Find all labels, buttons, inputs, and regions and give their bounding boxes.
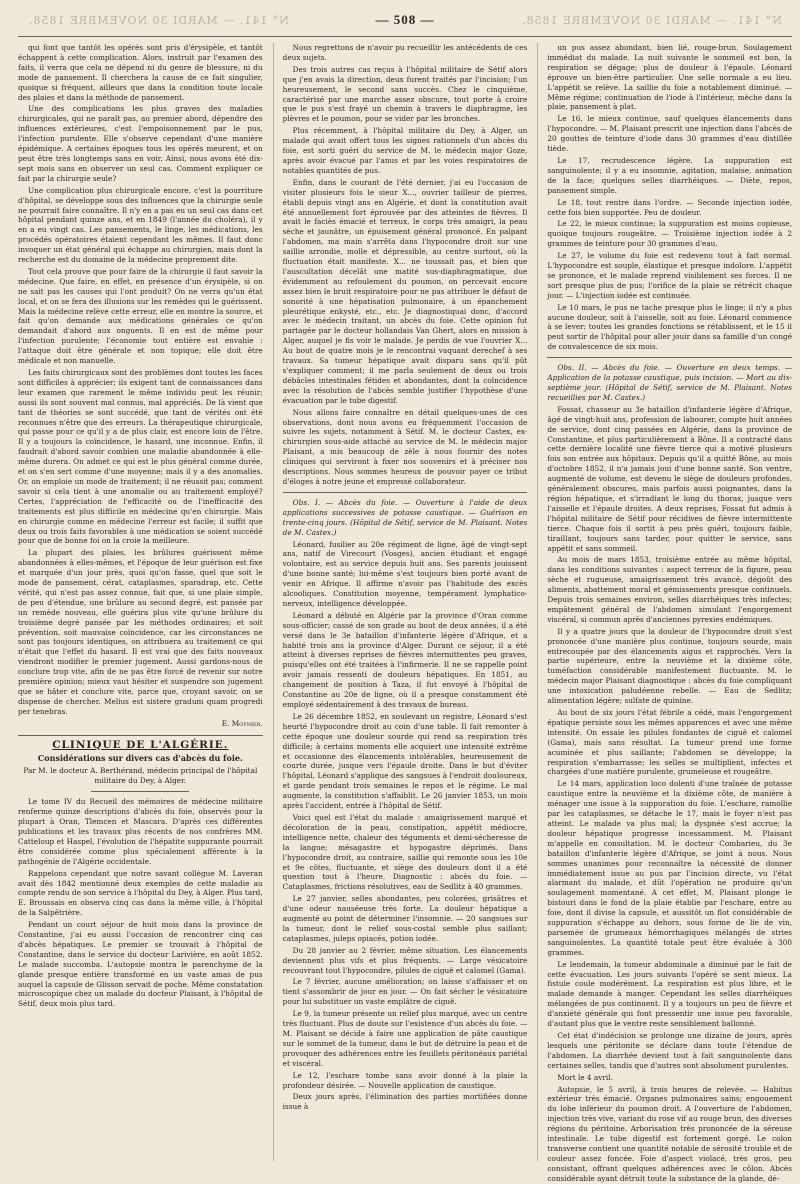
paragraph: Léonard, fusilier au 20e régiment de ligne, âgé de vingt-sept ans, natif de Virecourt (Vosges), ancien étudiant et engagé volontaire, est au service depuis huit ans. Ses parents jouissent d'une bonne santé; lui-même s'est toujours bien porté avant de venir en Afrique. Il affirme n'avoir pas l'habitude des excès alcooliques. Constitution moyenne, tempérament lymphatico-nerveux, intelligence développée. <box>282 539 528 608</box>
paragraph: Pendant un court séjour de huit mois dans la province de Constantine, j'ai eu aussi l'occasion de rencontrer cinq cas d'abcès hépatiques. Le premier se trouvait à l'hôpital de Constantine, dans le service du docteur Larivière, en août 1852. Le malade succomba. L'autopsie montra le parenchyme de la glande presque entière transformé en un vaste amas de pus auquel la capsule de Glisson servait de poche. Même constatation microscopique chez un malade du docteur Plaisant, à l'hôpital de Sétif, deux mois plus tard. <box>18 920 263 1009</box>
section-title: CLINIQUE DE L'ALGÉRIE. <box>52 738 229 751</box>
paragraph: Des trois autres cas reçus à l'hôpital militaire de Sétif alors que j'en avais la direction, deux furent traités par l'incision; l'un heureusement, le second sans succès. Chez le cinquième, caractérisé par une marche assez obscure, tout porte à croire que le pus s'est frayé un chemin à travers le diaphragme, les plèvres et le poumon, pour se vider par les bronches. <box>282 64 528 124</box>
paragraph: Au bout de six jours l'état fébrile a cédé, mais l'engorgement épatique persiste sous les mêmes apparences et avec une même intensité. On essaie les pilules fondantes de ciguë et calomel (Gama), mais sans résultat. La tumeur prend une forme acuminée et plus saillante; l'abdomen se développe; la respiration s'embarrasse; les selles se multiplient, infectes et chargées d'une matière purulente, grumeleuse et rougeâtre. <box>547 708 793 777</box>
paragraph: Enfin, dans le courant de l'été dernier, j'ai eu l'occasion de visiter plusieurs fois le sieur X..., ouvrier tailleur de pierres, établi depuis vingt ans en Algérie, et dont la constitution avait été annuellement fort éprouvée par des atteintes de fièvres. Il avait le faciès émacié et terreux, le corps très amaigri, la peau sèche et jaunâtre, un épuisement général prononcé. En palpant l'abdomen, ma main s'arrêta dans l'hypocondre droit sur une saillie arrondie, molle et dépressible, au centre surtout, où la fluctuation était manifeste. X... ne toussait pas, et bien que l'auscultation décelât une matité sus-diaphragmatique, due évidemment au refoulement du poumon, on percevait encore assez bien le bruit respiratoire pour ne pas attribuer le défaut de sonorité à une hépatisation pulmonaire, à un épanchement pleurétique enkysté, etc., etc. Je diagnostiquai donc, d'accord avec le médecin traitant, un abcès du foie. Cette opinion fut partagée par le docteur hollandais Van Ghert, alors en mission à Alger, auquel je fis voir le malade. Je perdis de vue l'ouvrier X... Au bout de quatre mois je le rencontrai vaquant derechef à ses travaux. Sa tumeur hépatique avait disparu sans qu'il pût s'expliquer comment; il me parla seulement de deux ou trois débâcles intestinales fétides et abondantes, dont la coïncidence avec la résolution de l'abcès semble justifier l'hypothèse d'une évacuation par le tube digestif. <box>282 177 528 405</box>
paragraph: Une des complications les plus graves des maladies chirurgicales, qui ne paraît pas, au premier abord, dépendre des influences extérieures, c'est l'empoisonnement par le pus, l'infection purulente. Elle s'observe cependant d'une manière épidémique. A certaines époques tous les opérés meurent, et on peut être très longtemps sans en voir. Ainsi, nous avons été dix-sept mois sans en observer un seul cas. Comment expliquer ce fait par la chirurgie seule? <box>18 104 263 183</box>
paragraph: Voici quel est l'état du malade : amaigrissement marqué et décoloration de la peau, constipation, appétit médiocre, intelligence nette, chaleur des téguments et demi-sécheresse de la langue; mésagastre et hypogastre déprimés. Dans l'hypocondre droit, au contraire, saillie qui remonte sous les 10e et 9e côtes, fluctuante, et siège des douleurs dont il a été question tout à l'heure. Diagnostic : abcès du foie. — Cataplasmes, frictions résolutives, eau de Sedlitz à 40 grammes. <box>282 812 528 892</box>
paragraph: Les faits chirurgicaux sont des problèmes dont toutes les faces sont difficiles à apprécier; ils exigent tant de connaissances dans leur examen que rarement le même individu peut les réunir; aussi ils sont souvent mal connus, mal appréciés. De là vient que tant de théories se sont succédé, que tant de vérités ont été reconnues n'être que des erreurs. La thérapeutique chirurgicale, qui passe pour ce qu'il y a de plus clair, est encore loin de l'être. Il y a toujours la coïncidence, le hasard, une inconnue. Enfin, il faudrait d'abord savoir combien une maladie abandonnée à elle-même durera. On admet ce qui est le plus général comme durée, et on s'en sert comme d'une moyenne; mais il y a des anomalies. Or, on emploie un mode de traitement; il ne réussit pas; comment savoir si cela tient à une anomalie ou au traitement employé? Certes, l'appréciation de l'efficacité ou de l'inefficacité des traitements est plus difficile en médecine qu'en chirurgie. Mais en chirurgie comme en médecine l'erreur est facile; il suffit que deux ou trois faits favorables à une médication se soient succédé pour que de bonne foi on la croie la meilleure. <box>18 368 263 546</box>
short-divider <box>91 791 189 792</box>
paragraph: qui font que tantôt les opérés sont pris d'érysipèle, et tantôt échappent à cette complication. Alors, instruit par l'examen des faits, il verra que cela ne dépend ni du genre de blessure, ni du mode de pansement. Il cherchera la cause de ce fait singulier, quoique si fréquent, ailleurs que dans la condition toute locale des plaies et dans la méthode de pansement. <box>18 43 263 102</box>
paragraph: Plus récemment, à l'hôpital militaire du Dey, à Alger, un malade qui avait offert tous les signes rationnels d'un abcès du foie, est sorti guéri du service de M. le médecin major Goze, après avoir évacué par l'anus et par les voies respiratoires de notables quantités de pus. <box>282 126 528 175</box>
paragraph: Le 16, le mieux continue, sauf quelques élancements dans l'hypocondre. — M. Plaisant prescrit une injection dans l'abcès de 20 gouttes de teinture d'iode dans 30 grammes d'eau distillée tiède. <box>547 114 793 154</box>
paragraph: Du 28 janvier au 2 février, même situation. Les élancements deviennent plus vifs et plus fréquents. — Large vésicatoire recouvrant tout l'hypocondre, pilules de ciguë et calomel (Gama). <box>282 945 528 975</box>
observation-heading: Obs. II. — Abcès du foie. — Ouverture en deux temps. — Application de la potasse caustique, puis incision. — Mort au dix-septième jour. (Hôpital de Sétif, service de M. Plaisant. Notes recueillies par M. Castex.) <box>547 363 793 402</box>
paragraph: Le 10 mars, le pus ne tache presque plus le linge; il n'y a plus aucune douleur, soit à l'aisselle, soit au foie. Léonard commence à se lever; toutes les grandes fonctions se rétablissent, et le 15 il peut sortir de l'hôpital pour aller jouir dans sa famille d'un congé de convalescence de six mois. <box>547 302 793 352</box>
paragraph: Autopsie, le 5 avril, à trois heures de relevée. — Habitus extérieur très émacié. Organes pulmonaires sains; engouement du lobe inférieur du poumon droit. A l'ouverture de l'abdomen, injection très vive, variant du rose vif au rouge brun, des diverses régions du péritoine. Arborisation très prononcée de la séreuse intestinale. Le tube digestif est fortement gorgé. Le colon transverse contient une quantité notable de sérosité trouble et de couleur assez foncée. Foie d'aspect violacé, très gros, peu consistant, offrant quelques adhérences avec le côlon. Abcès considérable ayant détruit toute la substance de la glande, dé- <box>547 1084 793 1183</box>
paragraph: Deux jours après, l'élimination des parties mortifiées donne issue à <box>282 1092 528 1112</box>
paragraph: Il y a quatre jours que la douleur de l'hypocondre droit s'est prononcée d'une manière plus continue, toujours sourde, mais entrecoupée par des élancements aigus et rapprochés. Vers la partie supérieure, entre la neuvième et la dixième côte, tuméfaction considérable manifestement fluctuante. M. le médecin major Plaisant diagnostique : abcès du foie compliquant une intoxication paludéenne rebelle. — Eau de Sedlitz; alimentation légère; sulfate de quinine. <box>547 626 793 706</box>
paragraph: Le 27 janvier, selles abondantes, peu colorées, grisâtres et d'une odeur nauséeuse très forte. La douleur hépatique a augmenté au point de déterminer l'insomnie. — 20 sangsues sur la tumeur, dont le relief sous-costal semble plus saillant; cataplasmes, juleps opiacés, potion iodée. <box>282 894 528 943</box>
paragraph: Le 27, le volume du foie est redevenu tout à fait normal. L'hypocondre est souple, élastique et presque indolore. L'appétit se prononce, et le malade reprend visiblement ses forces. Il ne sort presque plus de pus; l'orifice de la plaie se rétrécit chaque jour. — L'injection iodée est continuée. <box>547 251 793 300</box>
paragraph: Léonard a débuté en Algérie par la province d'Oran comme sous-officier; cassé de son grade au bout de deux années, il a été versé dans le 3e bataillon d'infanterie légère d'Afrique, et a habité trois ans la province d'Alger. Durant ce séjour, il a été atteint à diverses reprises de fièvres intermittentes peu graves, puisqu'elles ont été traitées à l'infirmerie. Il ne se rappelle point avoir jamais ressenti de douleurs hépatiques. En 1851, au changement de position à Taza, il fut envoyé à l'hôpital de Constantine au 20e de ligne, où il a presque constamment été employé sédentairement à des travaux de bureau. <box>282 610 528 709</box>
paragraph: Le tome IV du Recueil des mémoires de médecine militaire renferme quinze descriptions d'abcès du foie, observés pour la plupart à Oran, Tlemcen et Mascara. D'après ces différentes publications et les travaux plus récents de nos confrères MM. Catteloup et Haspel, l'évolution de l'hépatite suppurante pourrait être considérée comme plus spécialement afférente à la pathogénie de l'Algérie occidentale. <box>18 797 263 866</box>
column-2 <box>273 43 528 1161</box>
paragraph: Nous regrettons de n'avoir pu recueillir les antécédents de ces deux sujets. <box>282 43 528 62</box>
observation-heading: Obs. I. — Abcès du foie. — Ouverture à l'aide de deux applications successives de potasse caustique. — Guérison en trente-cinq jours. (Hôpital de Sétif, service de M. Plaisant. Notes de M. Castex.) <box>282 497 528 537</box>
paragraph: Au mois de mars 1853, troisième entrée au même hôpital, dans les conditions suivantes : aspect terreux de la figure, peau sèche et rugueuse, amaigrissement très avancé, dégoût des aliments, abattement moral et gémissements presque continuels. Depuis trois semaines environ, selles diarrhéiques très infectes; empâtement général de l'abdomen simulant l'engorgement viscéral, si commun après d'anciennes pyrexies endémiques. <box>547 555 793 624</box>
paragraph: Rappelons cependant que notre savant collègue M. Laveran avait dès 1842 mentionné deux exemples de cette maladie au compte rendu de son service à l'hôpital du Dey, à Alger. Plus tard, E. Broussais en observa cinq cas dans la même ville, à l'hôpital de la Salpêtrière. <box>18 868 263 918</box>
paragraph: Le 26 décembre 1852, en soulevant un registre, Léonard s'est heurté l'hypocondre droit au coin d'une table. Il fait remonter à cette époque une douleur sourde qui rend sa respiration très difficile; à certains moments elle acquiert une intensité extrême et occasionne des élancements intolérables, heureusement de courte durée, jusque vers l'épaule droite. Dans le but d'éviter l'hôpital, Léonard s'applique des sangsues à l'endroit douloureux, et garde pendant trois semaines le repos et le régime. Le mal augmente, la constitution s'affaiblit. Le 26 janvier 1853, un mois après l'accident, entrée à l'hôpital de Sétif. <box>282 711 528 811</box>
paragraph: Le 12, l'eschare tombe sans avoir donné à la plaie la profondeur désirée. — Nouvelle application de caustique. <box>282 1070 528 1090</box>
byline: Par M. le docteur A. Berthérand, médecin principal de l'hôpital militaire du Dey, à Alger. <box>23 766 258 786</box>
paragraph: Une complication plus chirurgicale encore, c'est la pourriture d'hôpital, se développe sous des influences que la chirurgie seule ne pourrait faire connaître. Il n'y en a pas eu un seul cas dans cet hôpital pendant quinze ans, et en 1849 (l'année du choléra), il y en a eu vingt cas. Les pansements, le linge, les médications, les procédés opératoires étaient cependant les mêmes. Il faut donc invoquer un état général qui échappe au chirurgien, mais dont la recherche est du domaine de la médecine proprement dite. <box>18 185 263 265</box>
paragraph: Le 14 mars, application loco dolenti d'une traînée de potasse caustique entre la neuvième et la dixième côte, de manière à ménager une issue à la suppuration du foie. L'eschare, ramollie par les cataplasmes, se détache le 17, mais le foyer n'est pas atteint. Le malade va plus mal; la dyspnée s'est accrue; la douleur hépatique progresse incessamment. M. Plaisant m'appelle en consultation. M. le docteur Combarieu, du 3e bataillon d'infanterie légère d'Afrique, se joint à nous. Nous sommes unanimes pour reconnaître la nécessité de donner immédiatement issue au pus par l'incision directe, vu l'état alarmant du malade, et dût l'opération ne produire qu'un soulagement momentané. A cet effet, M. Plaisant plonge le bistouri dans le fond de la plaie établie par l'eschare, entre au foie, dont il divise la capsule, et aussitôt un flot considérable de suppuration s'échappe au dehors, sous forme de lie de vin, parsemée de grumeaux hémorrhagiques mélangés de stries sanguinolentes. La quantité totale peut être évaluée à 300 grammes. <box>547 779 793 957</box>
section-divider <box>547 357 792 358</box>
author-signature: E. Moynier. <box>221 718 263 728</box>
page-number: — 508 — <box>375 12 435 27</box>
paragraph: Tout cela prouve que pour faire de la chirurgie il faut savoir la médecine. Que faire, en effet, en présence d'un érysipèle, si on ne sait pas les causes qui l'ont produit? On ne verra qu'un état local, et on se fera des illusions sur les remèdes qui le guérissent. Mais la médecine relève cette erreur, elle en montre la source, et fait qu'on demande aux médications générales ce qu'on demandait d'abord aux onguents. Il en est de même pour l'infection purulente; l'économie tout entière est envahie : l'attaque doit être générale et non topique; elle doit être médicale et non manuelle. <box>18 266 263 366</box>
column-1 <box>18 43 263 1161</box>
section-divider <box>283 492 528 493</box>
bleed-through-text-left: N° 141. — MARDI 30 NOVEMBRE 1858. <box>28 14 289 27</box>
paragraph: Cet état d'indécision se prolonge une dizaine de jours, après lesquels une péritonite se déclare dans toute l'étendue de l'abdomen. La diarrhée devient tout à fait sanguinolente dans certaines selles, tandis que d'autres sont absolument purulentes. <box>547 1031 793 1070</box>
paragraph: Fossat, chasseur au 3e bataillon d'infanterie légère d'Afrique, âgé de vingt-huit ans, profession de labourer, compte huit années de service, dont cinq passées en Algérie, dans la province de Constantine, et plus particulièrement à Bône. Il a contracté dans cette dernière localité une fièvre tierce qui a motivé plusieurs fois son entrée aux hôpitaux. Depuis qu'il a quitté Bône, au mois d'octobre 1852, il n'a jamais joui d'une bonne santé. Son ventre, augmenté de volume, est devenu le siège de douleurs profondes, généralement obscures, mais parfois aussi poignantes, dans la région hépatique, et s'irradiant le long du thorax, jusque vers l'aisselle et l'épaule droites. A deux reprises, Fossat fut admis à l'hôpital militaire de Sétif pour récidives de fièvre intermittente tierce. Chaque fois il sortit à peu près guéri, toujours faible, tiraillant, toujours sans tarder, pour quitter le service, sans appétit et sans sommeil. <box>547 404 793 553</box>
paragraph: Le 9, la tumeur présente un relief plus marqué, avec un centre très fluctuant. Plus de doute sur l'existence d'un abcès du foie. — M. Plaisant se décide à faire une application de pâte caustique sur le sommet de la tumeur, dans le but de détruire la peau et de provoquer des adhérences entre les feuillets péritonéaux pariétal et viscéral. <box>282 1009 528 1068</box>
paragraph: Le 17, recrudescence légère. La suppuration est sanguinolente; il y a eu insomnie, agitation, malaise, animation de la face; quelques selles diarrhéiques. — Diète, repos, pansement simple. <box>547 155 793 195</box>
paragraph: un pus assez abondant, bien lié, rouge-brun. Soulagement immédiat du malade. La nuit suivante le sommeil est bon, la respiration se dégage; plus de douleur à l'épaule. Léonard éprouve un bien-être particulier. Une selle normale a eu lieu. L'appétit se relève. La saillie du foie a notablement diminué. — Même régime; continuation de l'iode à l'intérieur, mèche dans la plaie, pansement à plat. <box>547 43 793 112</box>
text-columns <box>18 43 793 1183</box>
paragraph: La plupart des plaies, les brûlures guérissent même abandonnées à elles-mêmes, et l'époque de leur guérison est fixe et marquée d'un jour près, quoi qu'on fasse, quel que soit le mode de pansement, cérat, cataplasmes, sparadrap, etc. Cette vérité, qui n'est pas assez connue, fait que, si une plaie simple, de peu d'étendue, une brûlure au second degré, est pansée par un remède nouveau, elle guérira plus vite qu'une brûlure du troisième degré pansée par les méthodes ordinaires; et soit prévention, soit mauvaise coïncidence, car les circonstances ne sont pas toujours identiques, on attribuera au traitement ce qui n'était que l'effet du hasard. Il est vrai que des faits nouveaux viendront modifier le premier jugement. Aussi gardons-nous de conclure trop vite, afin de ne pas être forcé de revenir sur notre première opinion; mieux vaut hésiter et suspendre son jugement que se hâter et conclure vite, parce que, croyant savoir, on se dispense de chercher. Melius est sistere gradum quam progredi per tenebras. <box>18 548 263 716</box>
paragraph: Nous allons faire connaître en détail quelques-unes de ces observations, dont nous avons eu fréquemment l'occasion de suivre les sujets, notamment à Sétif. M. le docteur Castex, ex-chirurgien sous-aide attaché au service de M. le médecin major Plaisant, a mis beaucoup de zèle à nous fournir des notes cliniques qui serviront à fixer nos souvenirs et à préciser nos descriptions. Nous sommes heureux de pouvoir payer ce tribut d'éloges à notre jeune et empressé collaborateur. <box>282 407 528 486</box>
paragraph: Mort le 4 avril. <box>557 1072 613 1082</box>
section-divider <box>18 735 263 736</box>
column-3 <box>537 43 793 1183</box>
paragraph: Le 22, le mieux continue; la suppuration est moins copieuse, quoique toujours rougeâtre. — Troisième injection iodée à 2 grammes de teinture pour 30 grammes d'eau. <box>547 219 793 249</box>
bleed-through-text-right: N° 141. — MARDI 30 NOVEMBRE 1858. <box>521 14 782 27</box>
page-header <box>18 6 792 37</box>
paragraph: Le 7 février, aucune amélioration; on laisse s'affaisser et on tient s'assombrir de jour en jour. — On fait sécher le vésicatoire pour lui substituer un vaste emplâtre de ciguë. <box>282 977 528 1007</box>
paragraph: Le lendemain, la tumeur abdominale a diminué par le fait de cette évacuation. Les jours suivants l'opéré se sent mieux. La fistule coule modérément. La respiration est plus libre, et le malade demande à manger. Cependant les selles diarrhéiques mélangées de pus continuent. Il y a toujours un peu de fièvre et d'anxiété générale qui font pressentir une issue peu favorable, d'autant plus que le ventre reste sensiblement ballonné. <box>547 959 793 1029</box>
section-subtitle: Considérations sur divers cas d'abcès du foie. <box>37 752 243 763</box>
paragraph: Le 18, tout rentre dans l'ordre. — Seconde injection iodée, cette fois bien supportée. Peu de douleur. <box>547 197 793 217</box>
